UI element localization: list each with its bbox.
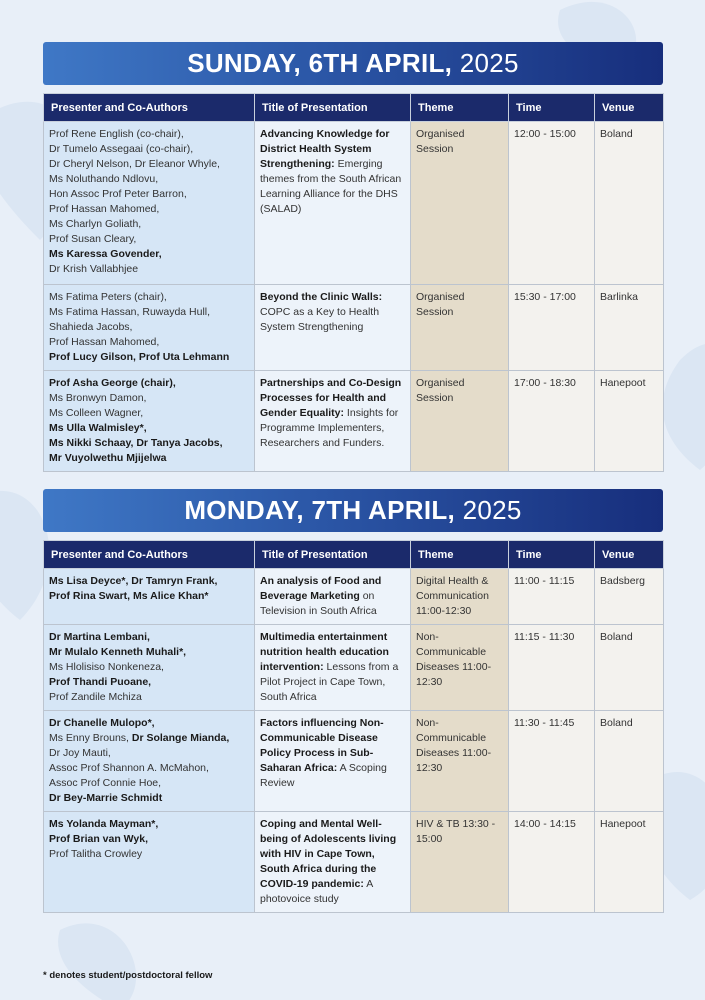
column-header-venue: Venue <box>595 541 664 569</box>
table-row <box>44 812 664 913</box>
time-cell: 11:15 - 11:30 <box>509 625 595 711</box>
title-cell: Coping and Mental Well-being of Adolescents living with HIV in Cape Town, South Africa during the COVID-19 pandemic: A photovoice study <box>255 812 411 913</box>
author-line: Dr Tumelo Assegaai (co-chair), <box>49 143 194 155</box>
table-row <box>44 711 664 812</box>
table-row <box>44 371 664 472</box>
title-cell: An analysis of Food and Beverage Marketing on Television in South Africa <box>255 569 411 625</box>
column-header-theme: Theme <box>411 541 509 569</box>
title-cell: Beyond the Clinic Walls: COPC as a Key to Health System Strengthening <box>255 285 411 371</box>
schedule-table <box>43 540 664 913</box>
title-cell: Factors influencing Non-Communicable Disease Policy Process in Sub-Saharan Africa: A Scoping Review <box>255 711 411 812</box>
time-cell: 14:00 - 14:15 <box>509 812 595 913</box>
theme-cell: HIV & TB 13:30 - 15:00 <box>411 812 509 913</box>
venue-cell: Badsberg <box>595 569 664 625</box>
title-cell: Partnerships and Co-Design Processes for Health and Gender Equality: Insights for Programme Implementers, Researchers and Funders. <box>255 371 411 472</box>
theme-cell: Non-Communicable Diseases 11:00-12:30 <box>411 711 509 812</box>
time-cell: 15:30 - 17:00 <box>509 285 595 371</box>
table-row <box>44 285 664 371</box>
table-row <box>44 625 664 711</box>
time-cell: 17:00 - 18:30 <box>509 371 595 472</box>
author-line: Prof Rene English (co-chair), <box>49 128 184 140</box>
venue-cell: Boland <box>595 122 664 285</box>
theme-cell: Non-Communicable Diseases 11:00-12:30 <box>411 625 509 711</box>
author-line: Prof Thandi Puoane, <box>49 676 152 688</box>
author-line: Ms Fatima Peters (chair), <box>49 291 167 303</box>
presenter-cell <box>44 711 255 812</box>
author-line: Ms Karessa Govender, <box>49 248 162 260</box>
column-header-presenter: Presenter and Co-Authors <box>44 541 255 569</box>
author-line: Ms Noluthando Ndlovu, <box>49 173 159 185</box>
presenter-cell <box>44 812 255 913</box>
column-header-venue: Venue <box>595 94 664 122</box>
author-line: Hon Assoc Prof Peter Barron, <box>49 188 187 200</box>
presenter-cell <box>44 285 255 371</box>
author-line: Ms Nikki Schaay, Dr Tanya Jacobs, <box>49 437 223 449</box>
presenter-cell <box>44 569 255 625</box>
author-line: Dr Joy Mauti, <box>49 747 111 759</box>
author-line: Mr Vuyolwethu Mjijelwa <box>49 452 167 464</box>
author-line: Ms Enny Brouns, Dr Solange Mianda, <box>49 732 230 744</box>
author-line: Prof Lucy Gilson, Prof Uta Lehmann <box>49 351 230 363</box>
author-line: Ms Ulla Walmisley*, <box>49 422 147 434</box>
presenter-cell <box>44 371 255 472</box>
author-line: Ms Lisa Deyce*, Dr Tamryn Frank, <box>49 575 218 587</box>
venue-cell: Boland <box>595 711 664 812</box>
author-line: Mr Mulalo Kenneth Muhali*, <box>49 646 187 658</box>
author-line: Ms Charlyn Goliath, <box>49 218 142 230</box>
day-banner: MONDAY, 7TH APRIL, 2025 <box>43 489 663 532</box>
title-cell: Advancing Knowledge for District Health System Strengthening: Emerging themes from the South African Learning Alliance for the DHS (SALAD) <box>255 122 411 285</box>
author-line: Ms Fatima Hassan, Ruwayda Hull, <box>49 306 211 318</box>
venue-cell: Hanepoot <box>595 812 664 913</box>
author-line: Prof Hassan Mahomed, <box>49 336 160 348</box>
author-line: Dr Bey-Marrie Schmidt <box>49 792 163 804</box>
author-line: Dr Chanelle Mulopo*, <box>49 717 155 729</box>
author-line: Assoc Prof Shannon A. McMahon, <box>49 762 209 774</box>
sunday-schedule <box>43 42 663 472</box>
author-line: Ms Bronwyn Damon, <box>49 392 147 404</box>
author-line: Prof Asha George (chair), <box>49 377 176 389</box>
author-line: Ms Colleen Wagner, <box>49 407 144 419</box>
schedule-table <box>43 93 664 472</box>
author-line: Prof Brian van Wyk, <box>49 833 149 845</box>
column-header-title: Title of Presentation <box>255 541 411 569</box>
title-cell: Multimedia entertainment nutrition health education intervention: Lessons from a Pilot Project in Cape Town, South Africa <box>255 625 411 711</box>
time-cell: 11:00 - 11:15 <box>509 569 595 625</box>
author-line: Assoc Prof Connie Hoe, <box>49 777 162 789</box>
author-line: Shahieda Jacobs, <box>49 321 133 333</box>
presenter-cell <box>44 122 255 285</box>
venue-cell: Boland <box>595 625 664 711</box>
column-header-time: Time <box>509 94 595 122</box>
time-cell: 11:30 - 11:45 <box>509 711 595 812</box>
theme-cell: Organised Session <box>411 122 509 285</box>
presenter-cell <box>44 625 255 711</box>
author-line: Prof Susan Cleary, <box>49 233 137 245</box>
author-line: Dr Martina Lembani, <box>49 631 150 643</box>
author-line: Dr Cheryl Nelson, Dr Eleanor Whyle, <box>49 158 220 170</box>
day-banner: SUNDAY, 6TH APRIL, 2025 <box>43 42 663 85</box>
venue-cell: Barlinka <box>595 285 664 371</box>
column-header-theme: Theme <box>411 94 509 122</box>
author-line: Dr Krish Vallabhjee <box>49 263 139 275</box>
monday-schedule <box>43 489 663 913</box>
table-header-row <box>44 94 664 122</box>
footnote: * denotes student/postdoctoral fellow <box>43 970 213 981</box>
theme-cell: Organised Session <box>411 285 509 371</box>
theme-cell: Digital Health & Communication 11:00-12:30 <box>411 569 509 625</box>
author-line: Prof Zandile Mchiza <box>49 691 142 703</box>
table-header-row <box>44 541 664 569</box>
author-line: Prof Rina Swart, Ms Alice Khan* <box>49 590 209 602</box>
table-row <box>44 122 664 285</box>
theme-cell: Organised Session <box>411 371 509 472</box>
author-line: Ms Hlolisiso Nonkeneza, <box>49 661 164 673</box>
table-row <box>44 569 664 625</box>
column-header-title: Title of Presentation <box>255 94 411 122</box>
venue-cell: Hanepoot <box>595 371 664 472</box>
column-header-presenter: Presenter and Co-Authors <box>44 94 255 122</box>
author-line: Ms Yolanda Mayman*, <box>49 818 159 830</box>
author-line: Prof Talitha Crowley <box>49 848 143 860</box>
column-header-time: Time <box>509 541 595 569</box>
author-line: Prof Hassan Mahomed, <box>49 203 160 215</box>
time-cell: 12:00 - 15:00 <box>509 122 595 285</box>
